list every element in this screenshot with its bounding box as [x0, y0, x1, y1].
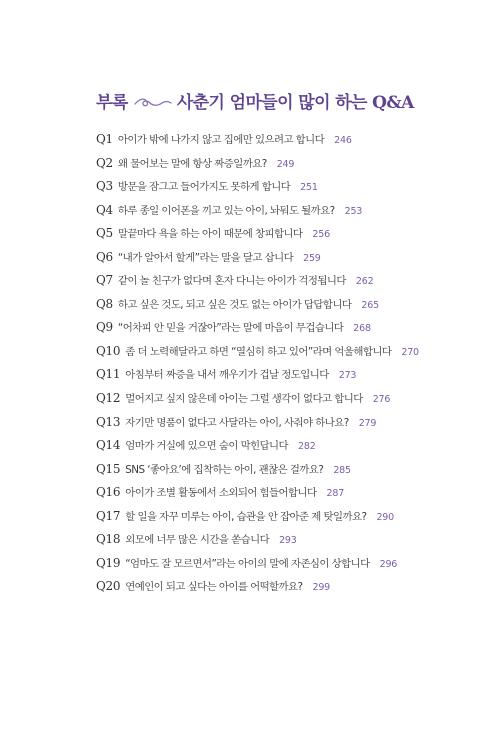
question-number: Q12	[96, 391, 121, 406]
question-title: 아침부터 짜증을 내서 깨우기가 겁날 정도입니다	[125, 369, 329, 382]
page-number: 279	[358, 417, 377, 429]
qa-item	[96, 225, 496, 249]
question-title: 아이가 밖에 나가지 않고 집에만 있으려고 합니다	[117, 134, 325, 146]
question-title: 외모에 너무 많은 시간을 쏟습니다	[125, 534, 270, 547]
swirl-ornament-icon	[133, 94, 173, 108]
qa-item	[96, 155, 496, 179]
question-title: 방문을 잠그고 들어가지도 못하게 합니다	[117, 181, 291, 194]
question-title: 왜 물어보는 말에 항상 짜증일까요?	[117, 157, 267, 170]
question-title: 멀어지고 싶지 않은데 아이는 그럴 생각이 없다고 합니다	[125, 393, 363, 406]
question-title: 자기만 명품이 없다고 사달라는 아이, 사줘야 하나요?	[125, 416, 349, 429]
page-number: 256	[312, 229, 330, 241]
question-number: Q7	[96, 273, 113, 288]
question-title: 연예인이 되고 싶다는 아이를 어떡할까요?	[125, 581, 303, 594]
page-number: 273	[338, 370, 357, 382]
question-number: Q13	[96, 414, 121, 429]
question-title: 아이가 조별 활동에서 소외되어 힘들어합니다	[125, 487, 317, 500]
question-number: Q17	[96, 508, 121, 523]
question-title: “엄마도 잘 모르면서”라는 아이의 말에 자존심이 상합니다	[125, 557, 370, 570]
question-number: Q4	[96, 202, 113, 217]
page-number: 290	[376, 511, 394, 523]
question-title: 같이 놀 친구가 없다며 혼자 다니는 아이가 걱정됩니다	[117, 275, 346, 288]
question-title: 하루 종일 이어폰을 끼고 있는 아이, 놔둬도 될까요?	[117, 204, 335, 217]
question-number: Q1	[96, 132, 113, 146]
page-number: 265	[361, 299, 379, 311]
qa-item	[96, 414, 496, 438]
appendix-heading	[96, 88, 414, 113]
question-number: Q6	[96, 249, 113, 264]
qa-item	[96, 484, 496, 508]
question-title: 하고 싶은 것도, 되고 싶은 것도 없는 아이가 답답합니다	[117, 298, 352, 311]
qa-item	[96, 343, 496, 367]
page-number: 249	[276, 158, 295, 170]
question-title: “내가 알아서 할게”라는 말을 달고 삽니다	[117, 251, 294, 264]
qa-item	[96, 578, 496, 602]
qa-item	[96, 249, 496, 273]
page-number: 262	[355, 276, 374, 288]
page-number: 253	[344, 205, 363, 217]
qa-item	[96, 390, 496, 414]
question-title: 말끝마다 욕을 하는 아이 때문에 창피합니다	[117, 228, 303, 241]
question-number: Q14	[96, 438, 121, 453]
qa-item	[96, 508, 496, 532]
qa-item	[96, 555, 496, 579]
qa-item	[96, 461, 496, 485]
page-number: 299	[312, 582, 331, 594]
question-title: “어차피 안 믿을 거잖아”라는 말에 마음이 무겁습니다	[117, 322, 344, 335]
question-number: Q20	[96, 579, 121, 594]
page-number: 246	[334, 135, 352, 146]
qa-item	[96, 202, 496, 226]
appendix-title: 사춘기 엄마들이 많이 하는 Q&A	[176, 93, 414, 113]
page-number: 270	[401, 346, 419, 358]
question-number: Q5	[96, 226, 113, 241]
question-number: Q10	[96, 343, 121, 358]
question-title: 좀 더 노력해달라고 하면 “열심히 하고 있어”라며 억울해합니다	[125, 345, 392, 358]
question-title: 엄마가 거실에 있으면 숨이 막힌답니다	[125, 440, 289, 453]
question-number: Q8	[96, 296, 113, 311]
qa-item	[96, 178, 496, 202]
qa-item	[96, 531, 496, 555]
qa-item	[96, 131, 496, 155]
page-number: 282	[298, 441, 316, 453]
question-number: Q15	[96, 461, 121, 476]
question-title: SNS ‘좋아요’에 집착하는 아이, 괜찮은 걸까요?	[125, 463, 324, 476]
qa-item	[96, 437, 496, 461]
question-number: Q3	[96, 179, 113, 194]
question-number: Q11	[96, 367, 121, 382]
question-number: Q19	[96, 555, 121, 570]
qa-item	[96, 319, 496, 343]
question-title: 할 일을 자꾸 미루는 아이, 습관을 안 잡아준 제 탓일까요?	[125, 510, 367, 523]
qa-item	[96, 366, 496, 390]
page-number: 259	[303, 252, 321, 264]
question-number: Q2	[96, 155, 113, 170]
question-number: Q16	[96, 485, 121, 500]
appendix-label: 부록	[96, 93, 128, 113]
page-number: 276	[372, 394, 391, 406]
qa-item	[96, 272, 496, 296]
question-number: Q18	[96, 532, 121, 547]
page-number: 287	[326, 488, 345, 500]
question-number: Q9	[96, 320, 113, 335]
qa-item	[96, 296, 496, 320]
page-number: 293	[279, 535, 297, 547]
qa-list	[96, 131, 496, 602]
page-number: 296	[379, 558, 398, 570]
page-number: 285	[333, 464, 351, 476]
page-number: 251	[300, 182, 318, 194]
page-number: 268	[353, 323, 371, 335]
